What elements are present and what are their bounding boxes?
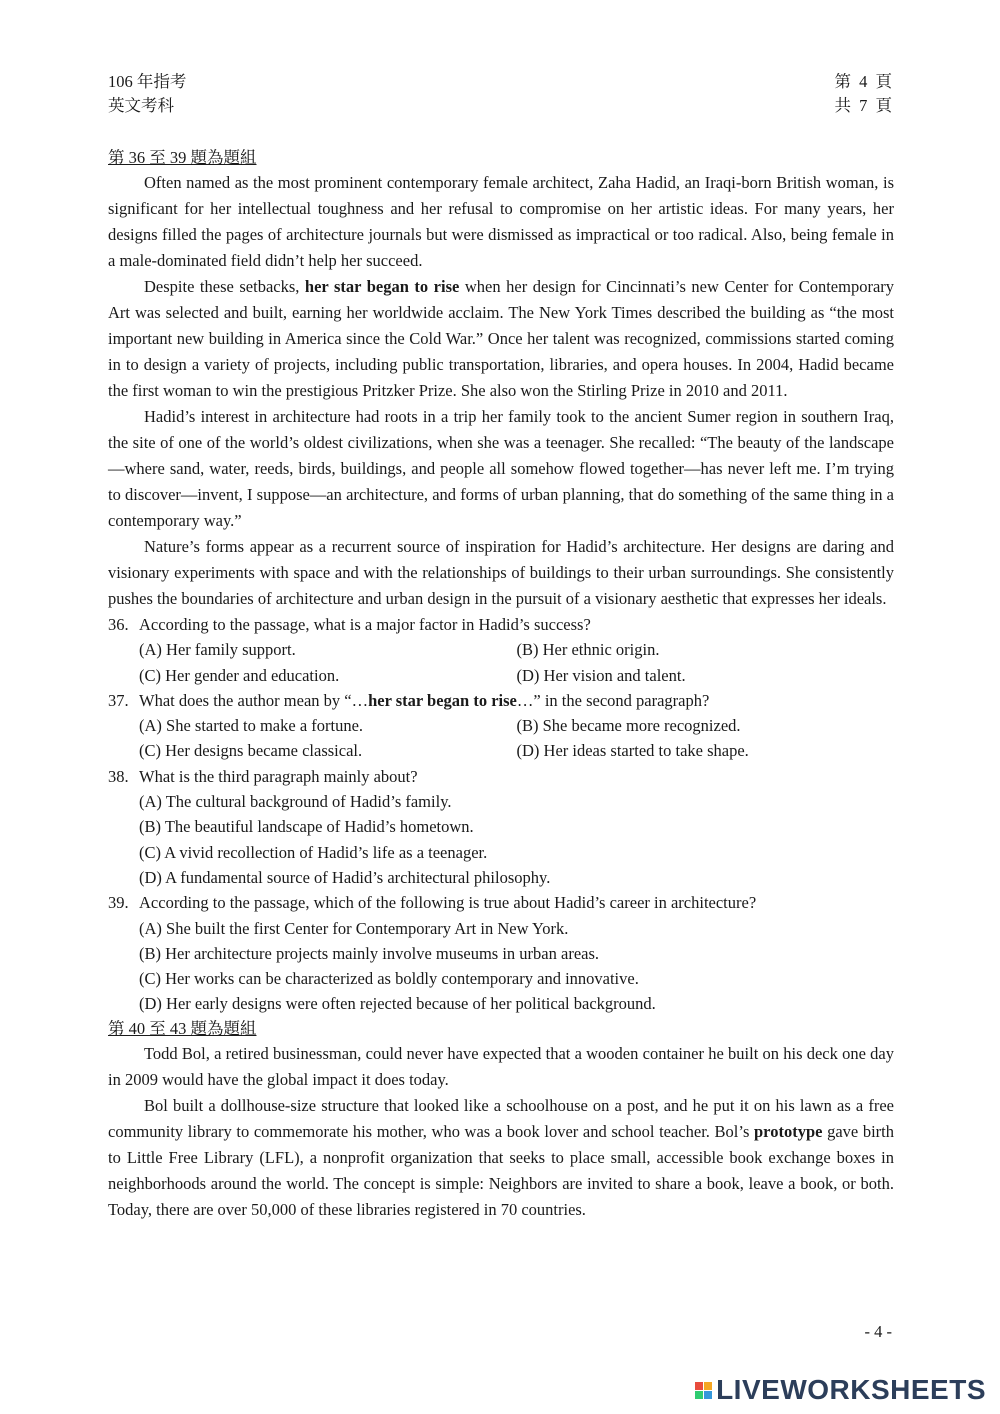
brand-square-3 [695,1391,703,1399]
question-37 [108,688,894,764]
option-b[interactable]: (B) Her ethnic origin. [516,640,660,660]
group1-title: 第 36 至 39 題為題組 [108,148,257,167]
question-stem: 38. What is the third paragraph mainly about? [108,764,894,789]
option-c[interactable]: (C) Her works can be characterized as boldly contemporary and innovative. [139,969,639,989]
option-a[interactable]: (A) She built the first Center for Contemporary Art in New York. [139,918,569,938]
question-39 [108,890,894,1016]
brand-square-2 [704,1382,712,1390]
question-stem: 36. According to the passage, what is a major factor in Hadid’s success? [108,612,894,637]
question-36 [108,612,894,688]
option-d[interactable]: (D) Her vision and talent. [516,665,686,685]
page-header [108,70,894,118]
option-d[interactable]: (D) Her ideas started to take shape. [516,741,749,761]
option-d[interactable]: (D) A fundamental source of Hadid’s architectural philosophy. [139,867,551,887]
option-b[interactable]: (B) Her architecture projects mainly involve museums in urban areas. [139,943,600,963]
question-number: 36. [108,615,129,634]
option-a[interactable]: (A) Her family support. [139,640,296,660]
option-c[interactable]: (C) Her gender and education. [139,665,340,685]
brand-grid-icon [695,1382,712,1399]
option-c[interactable]: (C) A vivid recollection of Hadid’s life as a teenager. [139,842,488,862]
group2-title: 第 40 至 43 題為題組 [108,1018,257,1038]
header-left [108,70,186,118]
brand-square-1 [695,1382,703,1390]
question-stem: 37. What does the author mean by “…her star began to rise…” in the second paragraph? [108,688,894,713]
option-b[interactable]: (B) She became more recognized. [516,716,741,736]
subject: 英文考科 [108,96,174,115]
option-a[interactable]: (A) She started to make a fortune. [139,716,364,736]
brand-name: LIVEWORKSHEETS [716,1374,986,1405]
question-number: 39. [108,893,129,913]
group1-paragraph-4: Nature’s forms appear as a recurrent source of inspiration for Hadid’s architecture. Her designs are daring and visionary experiments with space and with the relationships of buildings to their urban surroundings. She consistently pushes the boundaries of architecture and urban design in the pursuit of a visionary aesthetic that expresses her ideals. [108,537,894,608]
group2-paragraph-2: Bol built a dollhouse-size structure that looked like a schoolhouse on a post, and he put it on his lawn as a free community library to commemorate his mother, who was a book lover and school teacher. Bol’s prototype gave birth to Little Free Library (LFL), a nonprofit organization that seeks to place small, accessible book exchange boxes in neighborhoods around the world. The concept is simple: Neighbors are invited to share a book, leave a book, or both. Today, there are over 50,000 of these libraries registered in 70 countries. [108,1095,895,1219]
exam-page [108,70,894,1223]
group1-paragraph-1: Often named as the most prominent contemporary female architect, Zaha Hadid, an Iraqi-born British woman, is significant for her intellectual toughness and her refusal to compromise on her artistic ideas. For many years, her designs filled the pages of architecture journals but were dismissed as impractical or too radical. Also, being female in a male-dominated field didn’t help her succeed. [108,173,894,270]
option-d[interactable]: (D) Her early designs were often rejected because of her political background. [139,994,656,1014]
page-number: - 4 - [864,1322,892,1341]
question-number: 37. [108,690,129,710]
group2-paragraph-1: Todd Bol, a retired businessman, could never have expected that a wooden container he built on his deck one day in 2009 would have the global impact it does today. [108,1043,894,1089]
option-b[interactable]: (B) The beautiful landscape of Hadid’s hometown. [139,817,474,837]
question-stem: 39. According to the passage, which of the following is true about Hadid’s career in architecture? [108,890,894,915]
brand-square-4 [704,1391,712,1399]
option-a[interactable]: (A) The cultural background of Hadid’s family. [139,792,452,812]
exam-year: 106 年指考 [108,72,187,91]
group1-paragraph-2: Despite these setbacks, her star began to rise when her design for Cincinnati’s new Center for Contemporary Art was selected and built, earning her worldwide acclaim. The New York Times described the building as “the most important new building in America since the Cold War.” Once her talent was recognized, commissions started coming in to design a variety of projects, including public transportation, libraries, and opera houses. In 2004, Hadid became the first woman to win the prestigious Pritzker Prize. She also won the Stirling Prize in 2010 and 2011. [108,277,895,400]
total-pages: 共 7 頁 [834,96,894,115]
question-38 [108,764,894,890]
group1-paragraph-3: Hadid’s interest in architecture had roots in a trip her family took to the ancient Sumer region in southern Iraq, the site of one of the world’s oldest civilizations, when she was a teenager. She recalled: “The beauty of the landscape—where sand, water, reeds, birds, buildings, and people all somehow flowed together—has never left me. I’m trying to discover—invent, I suppose—an architecture, and forms of urban planning, that do something of the same thing in a contemporary way.” [108,407,894,530]
current-page: 第 4 頁 [834,72,894,91]
option-c[interactable]: (C) Her designs became classical. [139,741,363,761]
header-right [835,70,895,118]
liveworksheets-logo[interactable] [695,1374,986,1406]
question-number: 38. [108,766,129,786]
